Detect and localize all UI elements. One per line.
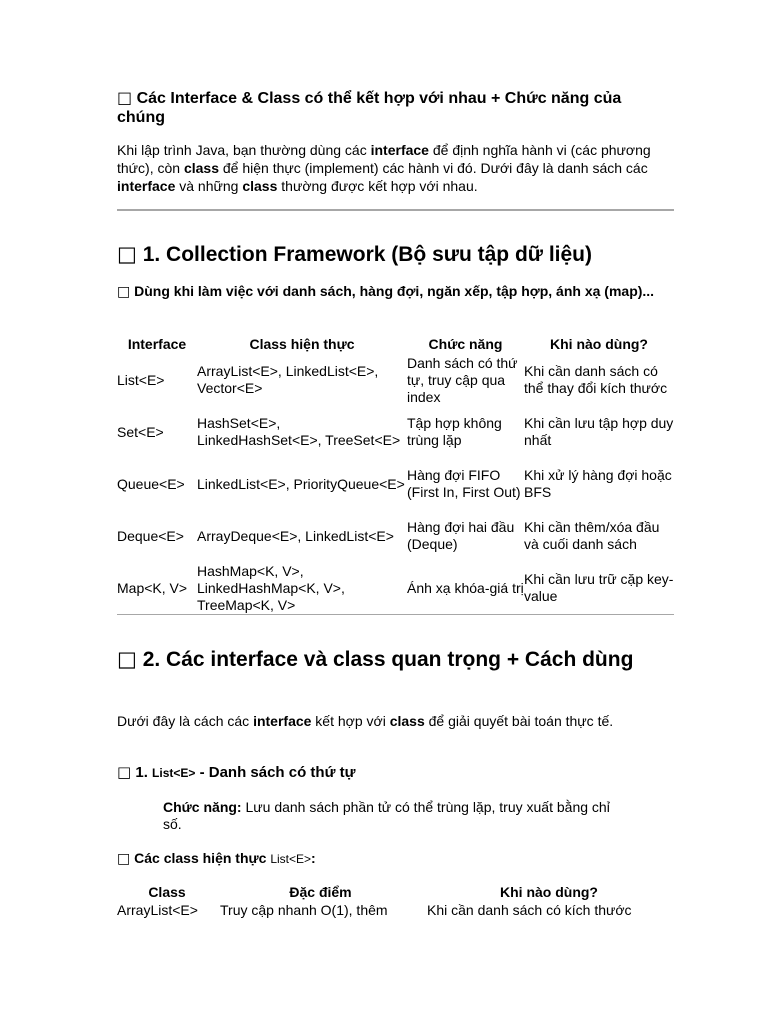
page-title xyxy=(117,88,657,127)
cell-classes: LinkedList<E>, PriorityQueue<E> xyxy=(197,475,405,492)
list-classes-table xyxy=(117,883,674,919)
intro-bold-class-2: class xyxy=(242,178,278,194)
cell-when: Khi cần thêm/xóa đầu và cuối danh sách xyxy=(524,519,660,552)
classes-heading xyxy=(117,850,316,868)
function-note xyxy=(163,799,623,833)
intro-bold-interface-2: interface xyxy=(117,178,176,194)
cell-classes: ArrayDeque<E>, LinkedList<E> xyxy=(197,527,394,544)
box-icon: □ xyxy=(117,88,133,107)
classes-label: Các class hiện thực xyxy=(134,850,271,866)
table-row xyxy=(117,901,674,919)
section-2-bold-class: class xyxy=(389,713,425,729)
box-icon: □ xyxy=(117,763,132,781)
classes-colon: : xyxy=(311,850,316,866)
section-1-subtitle-text: Dùng khi làm việc với danh sách, hàng đợi, ngăn xếp, tập hợp, ánh xạ (map)... xyxy=(134,283,655,299)
page-title-text: Các Interface & Class có thể kết hợp với nhau + Chức năng của chúng xyxy=(117,90,622,126)
box-icon: □ xyxy=(117,851,131,867)
cell-function: Ánh xạ khóa-giá trị xyxy=(407,562,524,615)
column-header: Đặc điểm xyxy=(289,884,352,900)
intro-text-3: để hiện thực (implement) các hành vi đó. Dưới đây là danh sách các xyxy=(219,160,648,176)
box-icon: □ xyxy=(117,647,137,671)
cell-interface: Map<K, V> xyxy=(117,562,197,615)
section-2-heading xyxy=(117,646,674,673)
intro-paragraph xyxy=(117,141,657,195)
function-label: Chức năng: xyxy=(163,799,242,815)
intro-text-5: thường được kết hợp với nhau. xyxy=(277,178,478,194)
cell-interface: Queue<E> xyxy=(117,475,185,492)
list-subheading-text: - Danh sách có thứ tự xyxy=(195,764,356,781)
section-2-text-1: Dưới đây là cách các xyxy=(117,713,254,729)
list-subheading xyxy=(117,763,355,782)
column-header: Class xyxy=(148,884,186,900)
table-row xyxy=(117,406,674,458)
table-row xyxy=(117,562,674,615)
section-2-bold-interface: interface xyxy=(253,713,312,729)
cell-function: Hàng đợi hai đầu (Deque) xyxy=(407,519,515,552)
box-icon: □ xyxy=(117,242,137,266)
cell-function: Danh sách có thứ tự, truy cập qua index xyxy=(407,354,518,405)
column-header: Khi nào dùng? xyxy=(550,335,648,352)
cell-interface: Set<E> xyxy=(117,423,164,440)
column-header: Interface xyxy=(127,335,187,352)
intro-text-2: để định nghĩa hành vi (các phương thức), còn xyxy=(117,142,651,176)
cell-feature: Truy cập nhanh O(1), thêm xyxy=(220,902,388,918)
list-subheading-number: 1. xyxy=(135,764,153,781)
table-row xyxy=(117,354,674,406)
cell-interface: Deque<E> xyxy=(117,527,184,544)
cell-classes: ArrayList<E>, LinkedList<E>, Vector<E> xyxy=(197,363,379,396)
column-header: Class hiện thực xyxy=(249,335,355,352)
intro-text-1: Khi lập trình Java, bạn thường dùng các xyxy=(117,142,371,158)
intro-text-4: và những xyxy=(175,178,243,194)
section-2-paragraph xyxy=(117,712,657,730)
classes-code: List<E> xyxy=(270,852,312,866)
cell-interface: List<E> xyxy=(117,371,165,388)
table-row xyxy=(117,458,674,510)
section-2-text-3: để giải quyết bài toán thực tế. xyxy=(424,713,614,729)
cell-when: Khi cần lưu tập hợp duy nhất xyxy=(524,415,674,448)
cell-when: Khi cần lưu trữ cặp key-value xyxy=(524,562,674,615)
column-header: Chức năng xyxy=(428,335,503,352)
cell-class: ArrayList<E> xyxy=(117,902,198,918)
cell-when: Khi xử lý hàng đợi hoặc BFS xyxy=(524,467,672,500)
table-row xyxy=(117,510,674,562)
cell-classes: HashMap<K, V>, LinkedHashMap<K, V>, TreeMap<K, V> xyxy=(197,562,407,615)
column-header: Khi nào dùng? xyxy=(500,884,598,900)
intro-bold-interface: interface xyxy=(370,142,429,158)
cell-when: Khi cần danh sách có thể thay đổi kích thước xyxy=(524,363,668,396)
cell-when: Khi cần danh sách có kích thước xyxy=(427,902,632,918)
section-2-text-2: kết hợp với xyxy=(311,713,390,729)
intro-bold-class: class xyxy=(183,160,219,176)
divider xyxy=(117,209,674,211)
cell-classes: HashSet<E>, LinkedHashSet<E>, TreeSet<E> xyxy=(197,415,401,448)
box-icon: □ xyxy=(117,284,131,300)
cell-function: Hàng đợi FIFO (First In, First Out) xyxy=(407,467,521,500)
section-1-subtitle xyxy=(117,283,657,301)
list-subheading-code: List<E> xyxy=(152,766,196,780)
table-header-row xyxy=(117,883,674,901)
section-2-title: 2. Các interface và class quan trọng + Cách dùng xyxy=(142,648,634,671)
table-header-row xyxy=(117,334,674,354)
section-1-heading xyxy=(117,241,674,268)
section-1-title: 1. Collection Framework (Bộ sưu tập dữ liệu) xyxy=(142,243,592,266)
function-text: Lưu danh sách phần tử có thể trùng lặp, truy xuất bằng chỉ số. xyxy=(163,799,610,832)
collection-table xyxy=(117,334,674,615)
cell-function: Tập hợp không trùng lặp xyxy=(407,415,502,448)
